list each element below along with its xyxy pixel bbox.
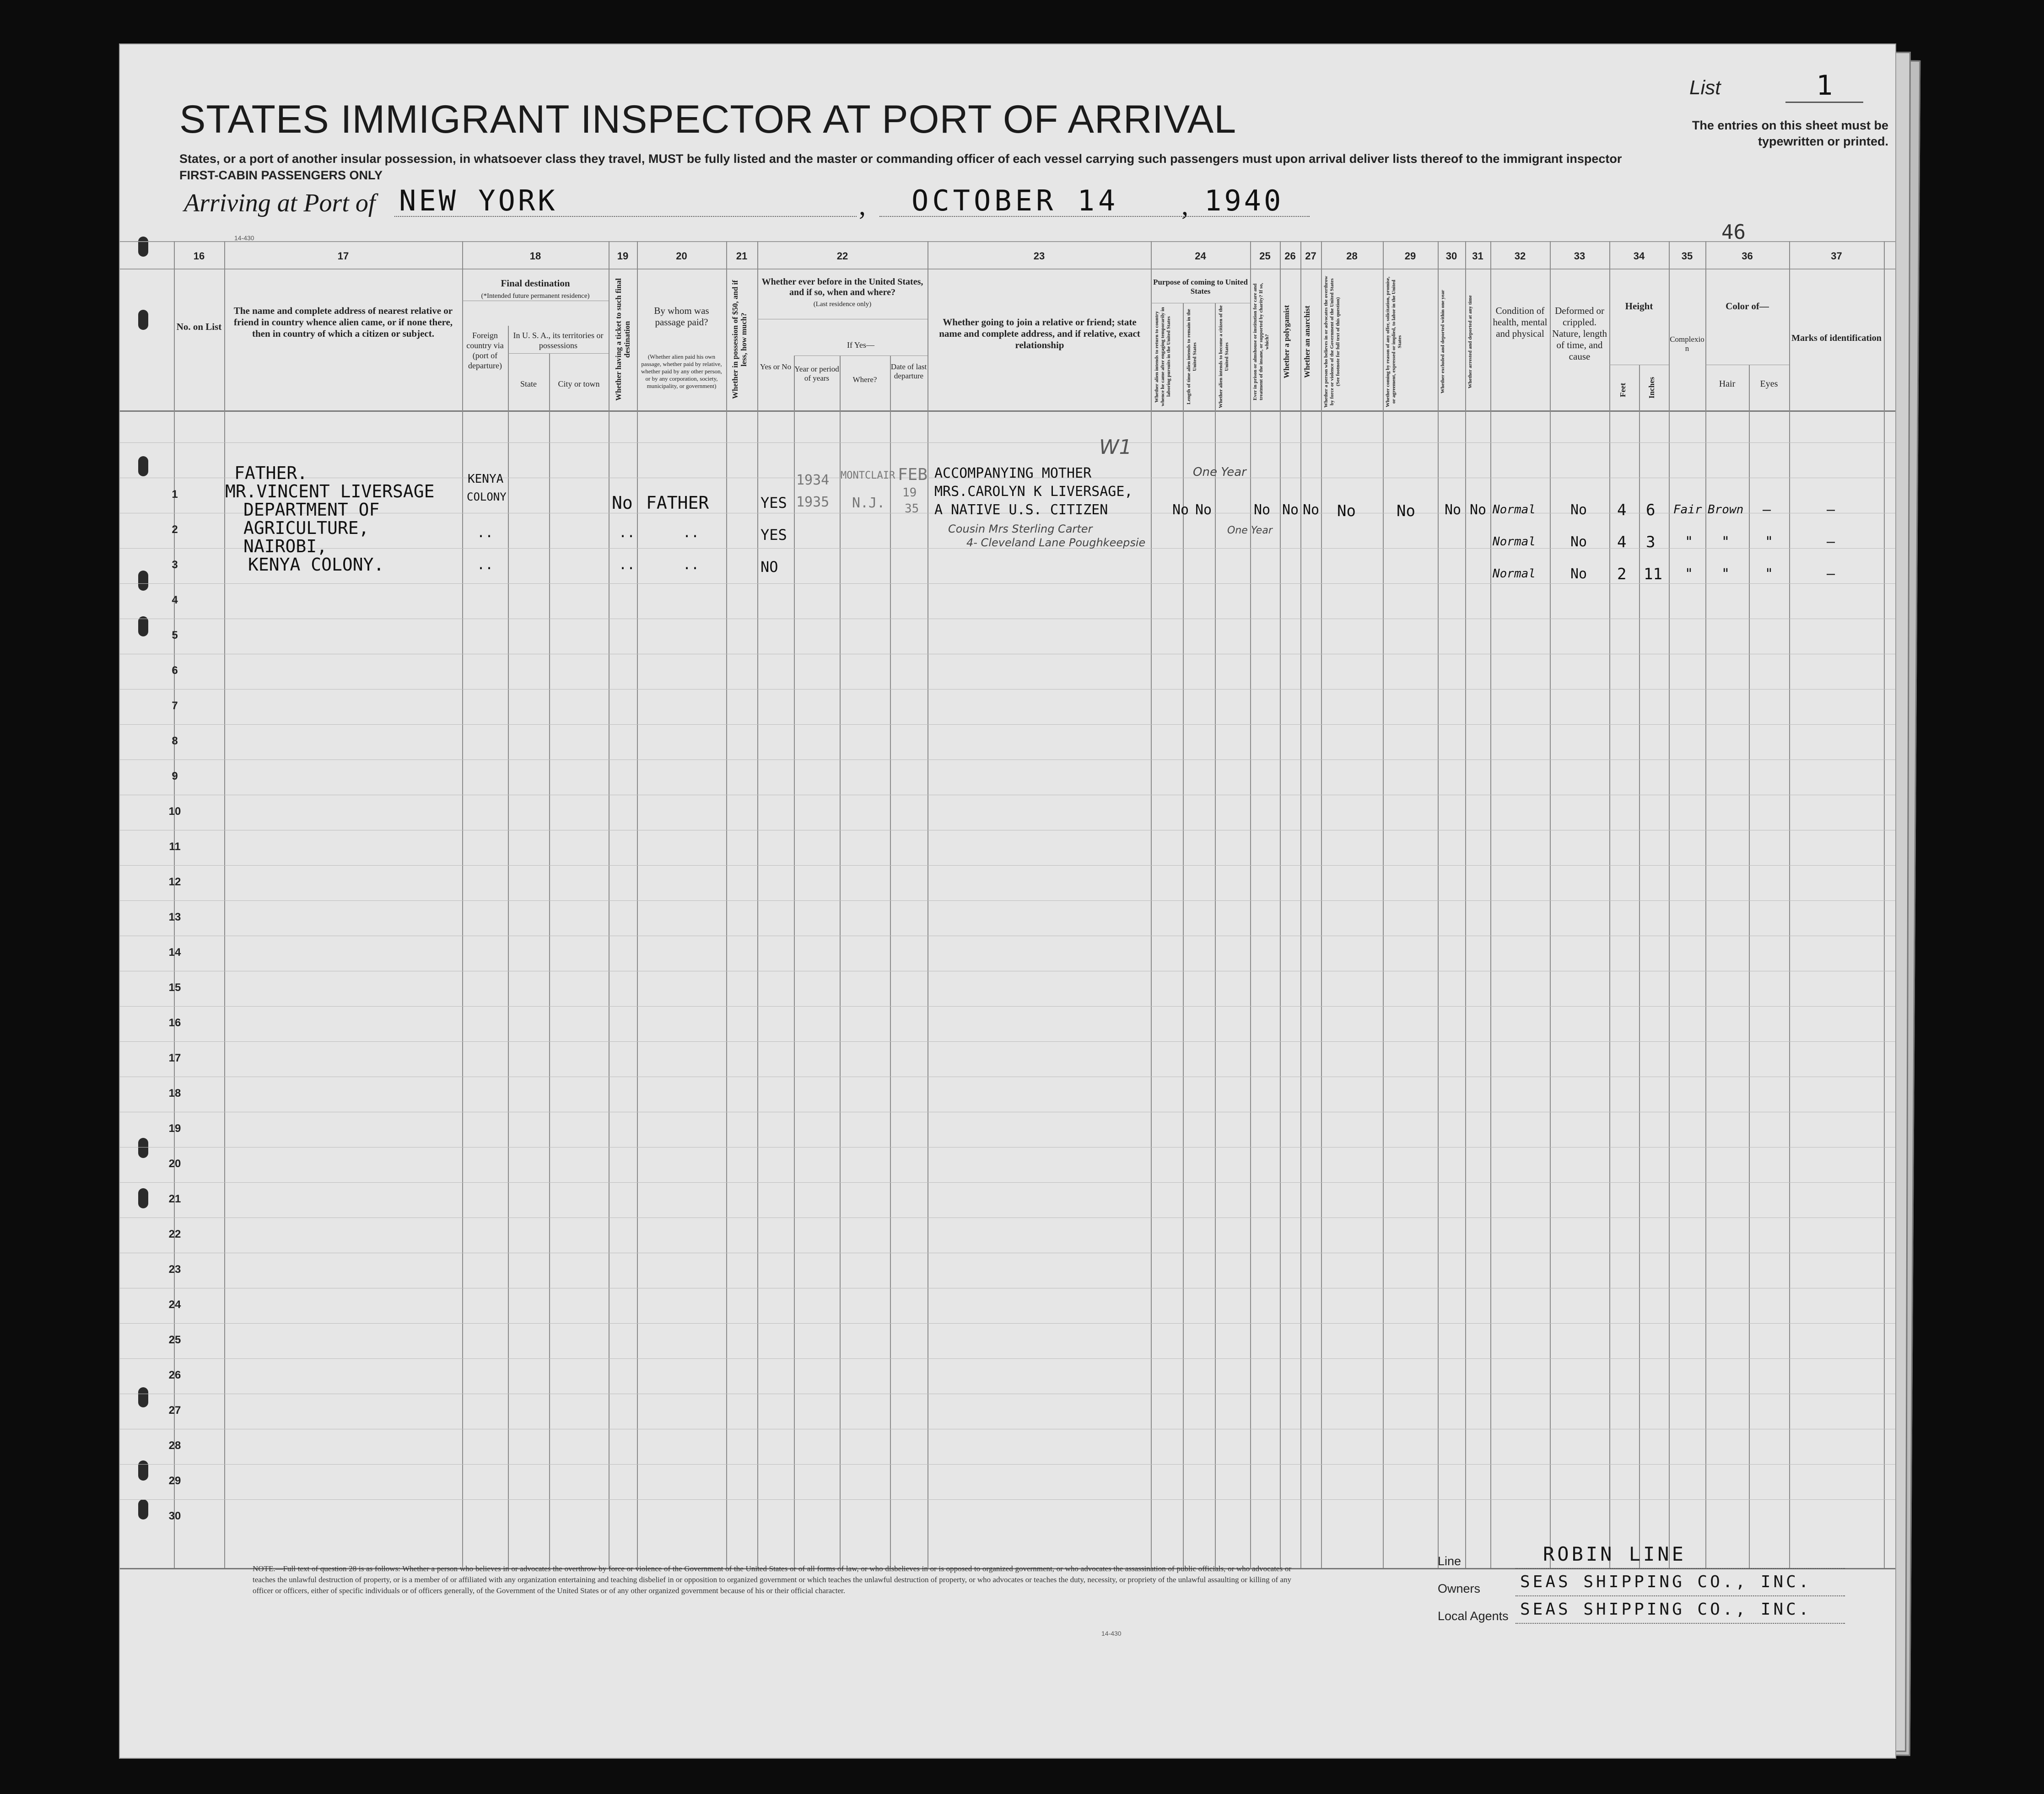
col-line (1749, 365, 1750, 1568)
col-line (1250, 241, 1251, 1568)
joining-line: ACCOMPANYING MOTHER (934, 465, 1092, 481)
list-number: 1 (1785, 70, 1863, 103)
departure-row1: FEB (898, 465, 928, 484)
col31-row1: No (1470, 502, 1487, 518)
header-purpose-c: Whether alien intends to become a citizen of the United States (1218, 305, 1230, 408)
row-number: 15 (168, 981, 181, 994)
header-marks: Marks of identification (1791, 333, 1882, 343)
row-number: 5 (172, 629, 178, 641)
column-number: 23 (1033, 250, 1045, 262)
row-line (120, 724, 1895, 725)
page-title: STATES IMMIGRANT INSPECTOR AT PORT OF ARRIVAL (179, 97, 1237, 141)
health-row2: Normal (1493, 535, 1536, 549)
header-year-period: Year or period of years (794, 365, 839, 383)
page-subtitle (179, 151, 1689, 183)
header-joining: Whether going to join a relative or friend; state name and complete address, and if relative, exact relationship (939, 317, 1140, 350)
header-purpose: Purpose of coming to United States (1153, 278, 1248, 296)
header-col26: Whether a polygamist (1282, 305, 1291, 379)
col-line (840, 356, 841, 1568)
column-number: 17 (337, 250, 349, 262)
header-date-departure: Date of last departure (890, 362, 927, 380)
row-number: 11 (169, 840, 181, 853)
manifest-table (120, 241, 1895, 1595)
header-height: Height (1625, 301, 1653, 312)
column-number: 21 (736, 250, 748, 262)
marks-row1: — (1827, 502, 1835, 518)
ever-before-row1: YES (760, 494, 787, 512)
footnote: NOTE.—Full text of question 28 is as follows: Whether a person who believes in or advocates the overthrow by force or violence of the Government of the United States or of all forms of law, or who disbelieves in or is opposed to organized government, or who advocates the assassination of public officials, or who advocates or teaches the unlawful destruction of property, or is a member of or affiliated with any organization entertaining and teaching disbelief in or opposition to organized government or which teaches the unlawful destruction of property, or who advocates or teaches the duty, necessity, or propriety of the unlawful assaulting or killing of any officer or officers, either of specific individuals or of officers generally, of the Government of the United States or of any other organized government because of his or their official character. (253, 1564, 1291, 1595)
header-col27: Whether an anarchist (1303, 305, 1311, 378)
header-fifty-dollars: Whether in possession of $50, and if less, how much? (731, 280, 748, 399)
header-deformed: Deformed or crippled. Nature, length of time, and cause (1552, 305, 1607, 362)
column-number: 28 (1346, 250, 1358, 262)
row-line (120, 1499, 1895, 1500)
row-line (120, 583, 1895, 584)
row-number: 24 (168, 1298, 181, 1311)
row-number: 2 (172, 523, 178, 536)
column-number: 19 (617, 250, 629, 262)
row-number: 17 (168, 1052, 181, 1064)
complexion-row3: " (1685, 566, 1693, 582)
relative-line: AGRICULTURE, (243, 518, 369, 538)
agents-underline (1515, 1623, 1845, 1624)
header-ever-before: Whether ever before in the United States, and if so, when and where? (761, 277, 923, 297)
header-ticket: Whether having a ticket to such final destination (614, 278, 631, 401)
header-final-destination-note: (*Intended future permanent residence) (481, 292, 590, 300)
table-top-border (120, 241, 1895, 242)
col-line (726, 241, 727, 1568)
col-line (1609, 241, 1610, 1568)
row-number: 6 (172, 664, 178, 677)
row-number: 12 (168, 876, 181, 888)
column-number: 31 (1472, 250, 1483, 262)
row-number: 21 (168, 1193, 181, 1205)
joining-line: A NATIVE U.S. CITIZEN (934, 502, 1108, 518)
owners-label: Owners (1438, 1582, 1481, 1595)
column-number: 16 (193, 250, 205, 262)
form-code-bottom: 14-430 (1101, 1630, 1122, 1637)
owners-value: SEAS SHIPPING CO., INC. (1520, 1573, 1812, 1591)
col-line (508, 326, 509, 1568)
column-number: 30 (1445, 250, 1457, 262)
arriving-label: Arriving at Port of (184, 189, 376, 217)
header-col28: Whether a person who believes in or advocates the overthrow by force or violence of the Government of the United States (See footnote for full text of this question) (1323, 275, 1341, 408)
col-line (757, 241, 758, 1568)
header-passage-paid: By whom was passage paid? (654, 305, 709, 328)
row-number: 4 (172, 594, 178, 606)
col-line (1465, 241, 1466, 1568)
ever-before-row3: NO (760, 558, 778, 576)
line-value: ROBIN LINE (1543, 1543, 1686, 1565)
relative-line: FATHER. (234, 463, 308, 483)
inches-row2: 3 (1646, 533, 1656, 551)
row-number: 30 (168, 1510, 181, 1522)
col-line (1639, 365, 1640, 1568)
line-underline (1515, 1568, 1845, 1569)
corner-mark: 46 (1721, 221, 1746, 244)
column-number: 18 (529, 250, 541, 262)
row-line (120, 1464, 1895, 1465)
col-line (1438, 241, 1439, 1568)
header-col25: Ever in prison or almshouse or institution for care and treatment of the insane, or supported by charity? If so, which? (1252, 283, 1270, 401)
column-number: 37 (1831, 250, 1842, 262)
list-label: List (1689, 76, 1721, 99)
col-line (224, 241, 225, 1568)
subtitle-text: States, or a port of another insular possession, in whatsoever class they travel, MUST be fully listed and the master or commanding officer of each vessel carrying such passengers must upon arrival deliver lists thereof to the immigrant inspector (179, 152, 1622, 166)
departure-row1c: 35 (905, 502, 919, 516)
year-row1b: 1935 (796, 494, 830, 510)
row-number: 29 (168, 1475, 181, 1487)
row-number: 16 (168, 1017, 181, 1029)
eyes-row1: — (1763, 502, 1771, 518)
ticket-row2: .. (619, 525, 636, 541)
row-line (120, 1358, 1895, 1359)
column-number: 36 (1742, 250, 1753, 262)
col29-row1: No (1397, 502, 1415, 520)
marks-row3: — (1827, 566, 1835, 582)
deformed-row2: No (1570, 534, 1587, 550)
col-line (1280, 241, 1281, 1568)
port-value: NEW YORK (399, 184, 558, 217)
header-ever-before-note: (Last residence only) (813, 301, 872, 308)
hair-row1: Brown (1708, 503, 1744, 517)
deformed-row1: No (1570, 502, 1587, 518)
column-number: 22 (836, 250, 848, 262)
where-row1b: N.J. (852, 495, 885, 511)
eyes-row2: " (1765, 534, 1774, 550)
purpose-c-row1: No (1195, 502, 1212, 518)
relative-line: NAIROBI, (243, 536, 328, 556)
joining-note-2: 4- Cleveland Lane Poughkeepsie (966, 536, 1146, 549)
header-eyes: Eyes (1760, 379, 1778, 389)
foreign-country-row3: .. (477, 557, 494, 573)
feet-row3: 2 (1617, 565, 1627, 583)
purpose-row1: No (1172, 502, 1189, 518)
header-color-of: Color of— (1726, 301, 1769, 312)
subheader-divider (508, 353, 609, 354)
header-health: Condition of health, mental and physical (1493, 305, 1548, 339)
col-line (1669, 241, 1670, 1568)
col-line (1789, 241, 1790, 1568)
header-bottom-border (120, 410, 1895, 412)
row-number: 7 (172, 700, 178, 712)
date-value: OCTOBER 14 (911, 184, 1119, 217)
column-number: 25 (1259, 250, 1271, 262)
header-no-on-list: No. on List (176, 321, 222, 332)
row-number: 22 (168, 1228, 181, 1240)
owners-underline (1515, 1595, 1845, 1596)
header-passage-note: (Whether alien paid his own passage, whether paid by relative, whether paid by any other person, or by any corporation, society, municipality, or government) (641, 353, 722, 389)
col-line (1884, 241, 1885, 1568)
row-line (120, 1006, 1895, 1007)
row-number: 8 (172, 735, 178, 747)
header-purpose-a: Whether alien intends to return to country whence he came after engaging temporarily in laboring pursuits in the United States (1154, 307, 1171, 406)
col-line (1151, 241, 1152, 1568)
row-number: 10 (168, 805, 181, 818)
col25-row1: No (1254, 502, 1271, 518)
row-number: 18 (168, 1087, 181, 1099)
row-number: 27 (168, 1404, 181, 1417)
inches-row1: 6 (1646, 501, 1656, 519)
line-label: Line (1438, 1554, 1462, 1568)
comma-2: , (1181, 190, 1188, 221)
complexion-row1: Fair (1673, 503, 1702, 517)
col-line (1705, 241, 1706, 1568)
foreign-country-row1: KENYA (468, 472, 504, 486)
row-number: 26 (168, 1369, 181, 1381)
col-line (1383, 241, 1384, 1568)
header-col30: Whether excluded and deported within one year (1440, 290, 1445, 394)
complexion-row2: " (1685, 534, 1693, 550)
col28-row1: No (1337, 502, 1356, 520)
year-row1: 1934 (796, 472, 830, 488)
header-where: Where? (852, 375, 877, 384)
form-code-top: 14-430 (234, 234, 254, 242)
header-yes-or-no: Yes or No (760, 362, 792, 371)
row-number: 25 (168, 1334, 181, 1346)
feet-row2: 4 (1617, 533, 1627, 551)
column-number: 26 (1284, 250, 1296, 262)
hair-row3: " (1721, 566, 1730, 582)
ticket-row3: .. (619, 557, 636, 573)
foreign-country-row2: .. (477, 525, 494, 541)
header-foreign-country: Foreign country via (port of departure) (466, 331, 504, 370)
col-line (462, 241, 463, 1568)
column-number: 20 (676, 250, 687, 262)
relative-line: DEPARTMENT OF (243, 500, 380, 520)
column-number: 27 (1305, 250, 1316, 262)
col27-row1: No (1303, 502, 1320, 518)
row-number: 28 (168, 1439, 181, 1452)
eyes-row3: " (1765, 566, 1774, 582)
purpose-length-row1: One Year (1193, 465, 1246, 479)
header-state: State (520, 379, 537, 388)
hair-row2: " (1721, 534, 1730, 550)
row-line (120, 689, 1895, 690)
row-number: 19 (168, 1122, 181, 1135)
row-line (120, 900, 1895, 901)
feet-row1: 4 (1617, 501, 1627, 519)
marks-row2: — (1827, 534, 1835, 550)
foreign-country-row1b: COLONY (467, 490, 507, 503)
row-line (120, 442, 1895, 443)
header-inches: Inches (1647, 377, 1656, 399)
passage-row1: FATHER (646, 493, 709, 513)
entries-note: The entries on this sheet must be typewritten or printed. (1692, 119, 1888, 148)
header-if-yes: If Yes— (847, 340, 874, 350)
col30-row1: No (1445, 502, 1462, 518)
relative-line: MR.VINCENT LIVERSAGE (225, 481, 435, 501)
header-col29: Whether coming by reason of any offer, solicitation, promise, or agreement, expressed or implied, to labor in the United States (1385, 276, 1402, 407)
row-number: 3 (172, 559, 178, 571)
purpose-length-row2: One Year (1227, 525, 1273, 536)
column-number: 33 (1574, 250, 1586, 262)
ticket-row1: No (612, 493, 633, 513)
row-line (120, 1182, 1895, 1183)
where-row1: MONTCLAIR (841, 470, 895, 481)
joining-line: MRS.CAROLYN K LIVERSAGE, (934, 484, 1133, 500)
inches-row3: 11 (1644, 565, 1662, 583)
col-line (794, 356, 795, 1568)
row-number: 13 (168, 911, 181, 923)
health-row3: Normal (1493, 567, 1536, 581)
subtitle-class: FIRST-CABIN PASSENGERS ONLY (179, 168, 383, 182)
agents-value: SEAS SHIPPING CO., INC. (1520, 1600, 1812, 1619)
col-line (637, 241, 638, 1568)
col-line (890, 356, 891, 1568)
col-line (1321, 241, 1322, 1568)
row-line (120, 1323, 1895, 1324)
relative-line: KENYA COLONY. (248, 555, 384, 575)
year-value: 1940 (1204, 184, 1284, 217)
column-number: 35 (1681, 250, 1693, 262)
col-line (1550, 241, 1551, 1568)
row-number: 9 (172, 770, 178, 782)
header-purpose-b: Length of time alien intends to remain in the United States (1186, 309, 1197, 404)
row-number: 20 (168, 1158, 181, 1170)
col-line (1300, 241, 1301, 1568)
deformed-row3: No (1570, 566, 1587, 582)
row-line (120, 1041, 1895, 1042)
column-number: 34 (1633, 250, 1645, 262)
column-number: 32 (1514, 250, 1526, 262)
passage-row2: .. (683, 525, 700, 541)
header-final-destination: Final destination (501, 278, 570, 289)
header-complexion: Complexion (1670, 335, 1704, 353)
header-hair: Hair (1719, 379, 1736, 389)
column-number: 24 (1195, 250, 1206, 262)
clerk-initials: W1 (1099, 436, 1132, 459)
row-number: 1 (172, 488, 178, 501)
ever-before-row2: YES (760, 526, 787, 544)
header-nearest-relative: The name and complete address of nearest relative or friend in country whence alien came, or if none there, then in country of which a citizen or subject. (233, 305, 453, 339)
row-number: 14 (168, 946, 181, 959)
passage-row3: .. (683, 557, 700, 573)
header-col31: Whether arrested and deported at any time (1467, 295, 1473, 388)
column-number: 29 (1404, 250, 1416, 262)
col26-row1: No (1282, 502, 1299, 518)
header-in-usa: In U. S. A., its territories or possessions (513, 331, 604, 350)
row-line (120, 865, 1895, 866)
col-line (549, 353, 550, 1568)
health-row1: Normal (1493, 503, 1536, 517)
row-number: 23 (168, 1263, 181, 1276)
departure-row1b: 19 (902, 486, 917, 500)
manifest-page (119, 43, 1896, 1759)
joining-note-1: Cousin Mrs Sterling Carter (948, 523, 1093, 535)
row-line (120, 1147, 1895, 1148)
agents-label: Local Agents (1438, 1609, 1509, 1623)
header-city: City or town (558, 379, 600, 388)
header-feet: Feet (1618, 383, 1627, 397)
comma-1: , (859, 190, 866, 221)
col-line (1490, 241, 1491, 1568)
